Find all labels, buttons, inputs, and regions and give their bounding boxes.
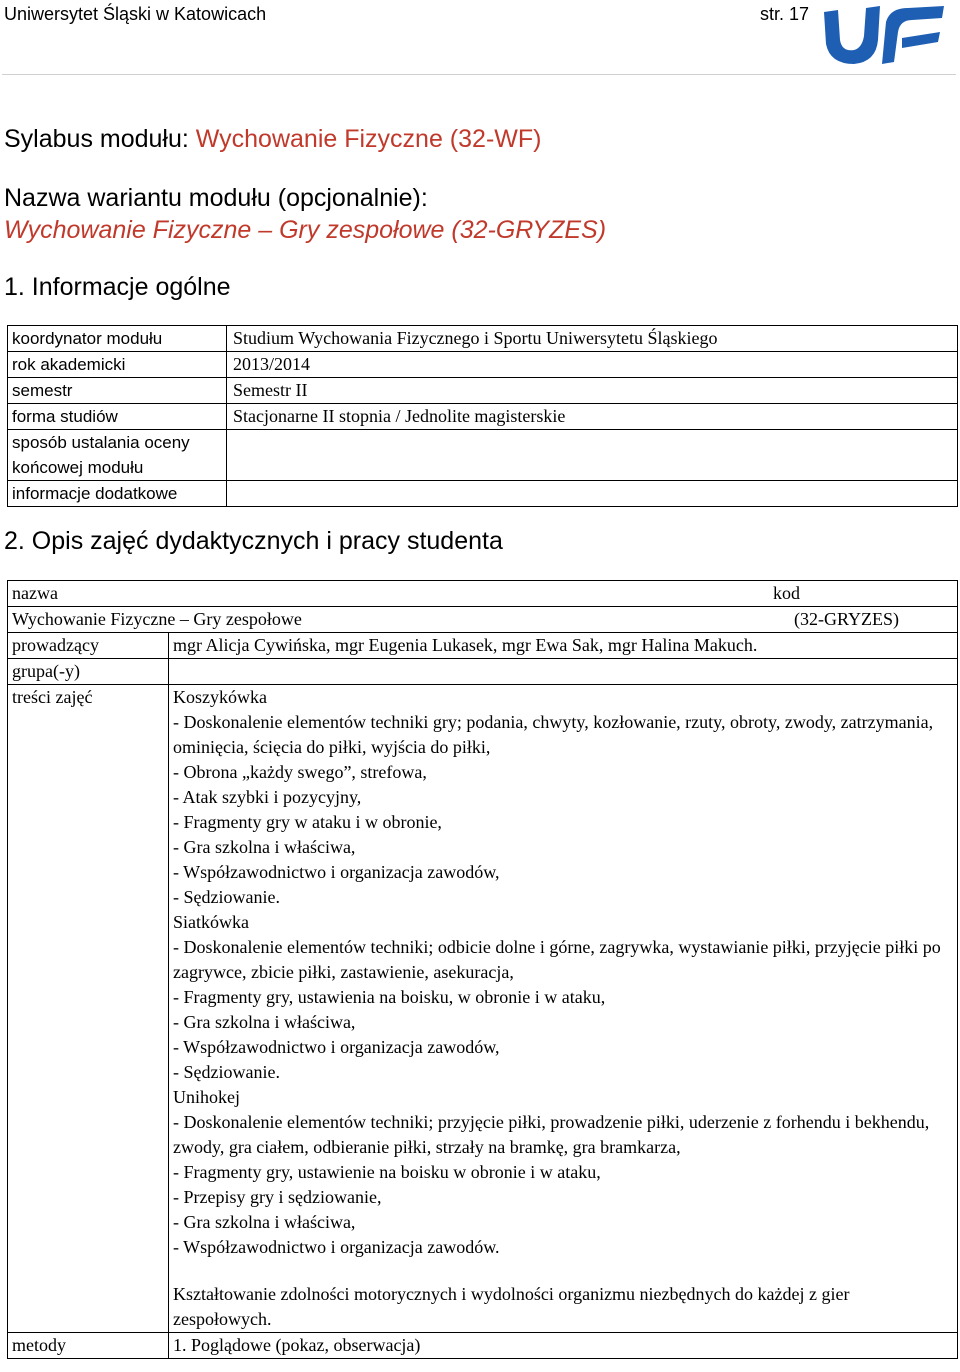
groups-value xyxy=(169,659,958,685)
general-info-table xyxy=(7,325,958,507)
content-value xyxy=(169,685,958,1333)
table-row xyxy=(8,378,958,404)
list-item: - Współzawodnictwo i organizacja zawodów. xyxy=(173,1237,500,1257)
row-value: Semestr II xyxy=(227,378,958,404)
row-label: rok akademicki xyxy=(8,352,227,378)
section2-heading: 2. Opis zajęć dydaktycznych i pracy studenta xyxy=(4,527,503,555)
module-name: Wychowanie Fizyczne (32-WF) xyxy=(195,125,542,153)
row-label: grupa(-y) xyxy=(8,659,169,685)
code-label: kod xyxy=(773,583,800,603)
table-row xyxy=(8,633,958,659)
name-header-cell xyxy=(8,581,958,607)
syllabus-title-prefix: Sylabus modułu: xyxy=(4,125,196,153)
table-row xyxy=(8,481,958,507)
table-row xyxy=(8,430,958,481)
row-label: informacje dodatkowe xyxy=(8,481,227,507)
list-item: - Przepisy gry i sędziowanie, xyxy=(173,1187,382,1207)
header-divider xyxy=(2,74,956,75)
row-label: prowadzący xyxy=(8,633,169,659)
list-item: - Gra szkolna i właściwa, xyxy=(173,1012,356,1032)
row-label: sposób ustalania oceny końcowej modułu xyxy=(8,430,227,481)
list-item: - Sędziowanie. xyxy=(173,1062,280,1082)
variant-name-text: Wychowanie Fizyczne – Gry zespołowe (32-GRYZES) xyxy=(4,216,607,244)
row-label: metody xyxy=(8,1333,169,1359)
row-value: Studium Wychowania Fizycznego i Sportu Uniwersytetu Śląskiego xyxy=(227,326,958,352)
list-item: - Obrona „każdy swego”, strefowa, xyxy=(173,762,427,782)
table-row xyxy=(8,607,958,633)
list-item: - Sędziowanie. xyxy=(173,887,280,907)
list-item: - Doskonalenie elementów techniki; przyjęcie piłki, prowadzenie piłki, uderzenie z forhendu i bekhendu, zwody, gra ciałem, odbieranie piłki, strzały na bramkę, gra bramkarza, xyxy=(173,1112,930,1157)
row-value: Stacjonarne II stopnia / Jednolite magisterskie xyxy=(227,404,958,430)
variant-name xyxy=(4,215,606,245)
list-item: - Doskonalenie elementów techniki; odbicie dolne i górne, zagrywka, wystawianie piłki, przyjęcie piłki po zagrywce, zbicie piłki, zastawienie, asekuracja, xyxy=(173,937,941,982)
row-value: 2013/2014 xyxy=(227,352,958,378)
methods-value: 1. Poglądowe (pokaz, obserwacja) xyxy=(169,1333,958,1359)
course-code: (32-GRYZES) xyxy=(794,609,899,629)
teachers-value: mgr Alicja Cywińska, mgr Eugenia Lukasek, mgr Ewa Sak, mgr Halina Makuch. xyxy=(169,633,958,659)
list-item: - Współzawodnictwo i organizacja zawodów, xyxy=(173,862,500,882)
list-item: - Współzawodnictwo i organizacja zawodów, xyxy=(173,1037,500,1057)
list-item: - Fragmenty gry, ustawienia na boisku, w obronie i w ataku, xyxy=(173,987,606,1007)
row-label: semestr xyxy=(8,378,227,404)
list-item: - Doskonalenie elementów techniki gry; podania, chwyty, kozłowanie, rzuty, obroty, zwody, zatrzymania, ominięcia, ścięcia do piłki, wyjścia do piłki, xyxy=(173,712,934,757)
course-name: Wychowanie Fizyczne – Gry zespołowe xyxy=(12,609,302,629)
table-row xyxy=(8,1333,958,1359)
name-label: nazwa xyxy=(12,583,58,603)
university-logo-icon xyxy=(818,2,950,68)
table-row xyxy=(8,659,958,685)
name-value-cell xyxy=(8,607,958,633)
table-row xyxy=(8,352,958,378)
list-item: - Atak szybki i pozycyjny, xyxy=(173,787,362,807)
variant-label: Nazwa wariantu modułu (opcjonalnie): xyxy=(4,184,428,212)
section1-heading: 1. Informacje ogólne xyxy=(4,273,231,301)
content-section-title: Siatkówka xyxy=(173,912,249,932)
table-row xyxy=(8,685,958,1333)
row-value xyxy=(227,481,958,507)
content-section-title: Koszykówka xyxy=(173,687,267,707)
row-label: treści zajęć xyxy=(8,685,169,1333)
syllabus-title xyxy=(4,124,541,154)
university-name: Uniwersytet Śląski w Katowicach xyxy=(4,4,267,24)
table-row xyxy=(8,581,958,607)
row-label: forma studiów xyxy=(8,404,227,430)
table-row xyxy=(8,326,958,352)
list-item: - Fragmenty gry, ustawienie na boisku w obronie i w ataku, xyxy=(173,1162,601,1182)
list-item: - Fragmenty gry w ataku i w obronie, xyxy=(173,812,442,832)
course-description-table xyxy=(7,580,958,1359)
list-item: - Gra szkolna i właściwa, xyxy=(173,837,356,857)
row-value xyxy=(227,430,958,481)
list-item: - Gra szkolna i właściwa, xyxy=(173,1212,356,1232)
row-label: koordynator modułu xyxy=(8,326,227,352)
table-row xyxy=(8,404,958,430)
content-section-title: Unihokej xyxy=(173,1087,240,1107)
closing-note: Kształtowanie zdolności motorycznych i wydolności organizmu niezbędnych do każdej z gier zespołowych. xyxy=(173,1284,850,1329)
page-number: str. 17 xyxy=(760,4,810,24)
